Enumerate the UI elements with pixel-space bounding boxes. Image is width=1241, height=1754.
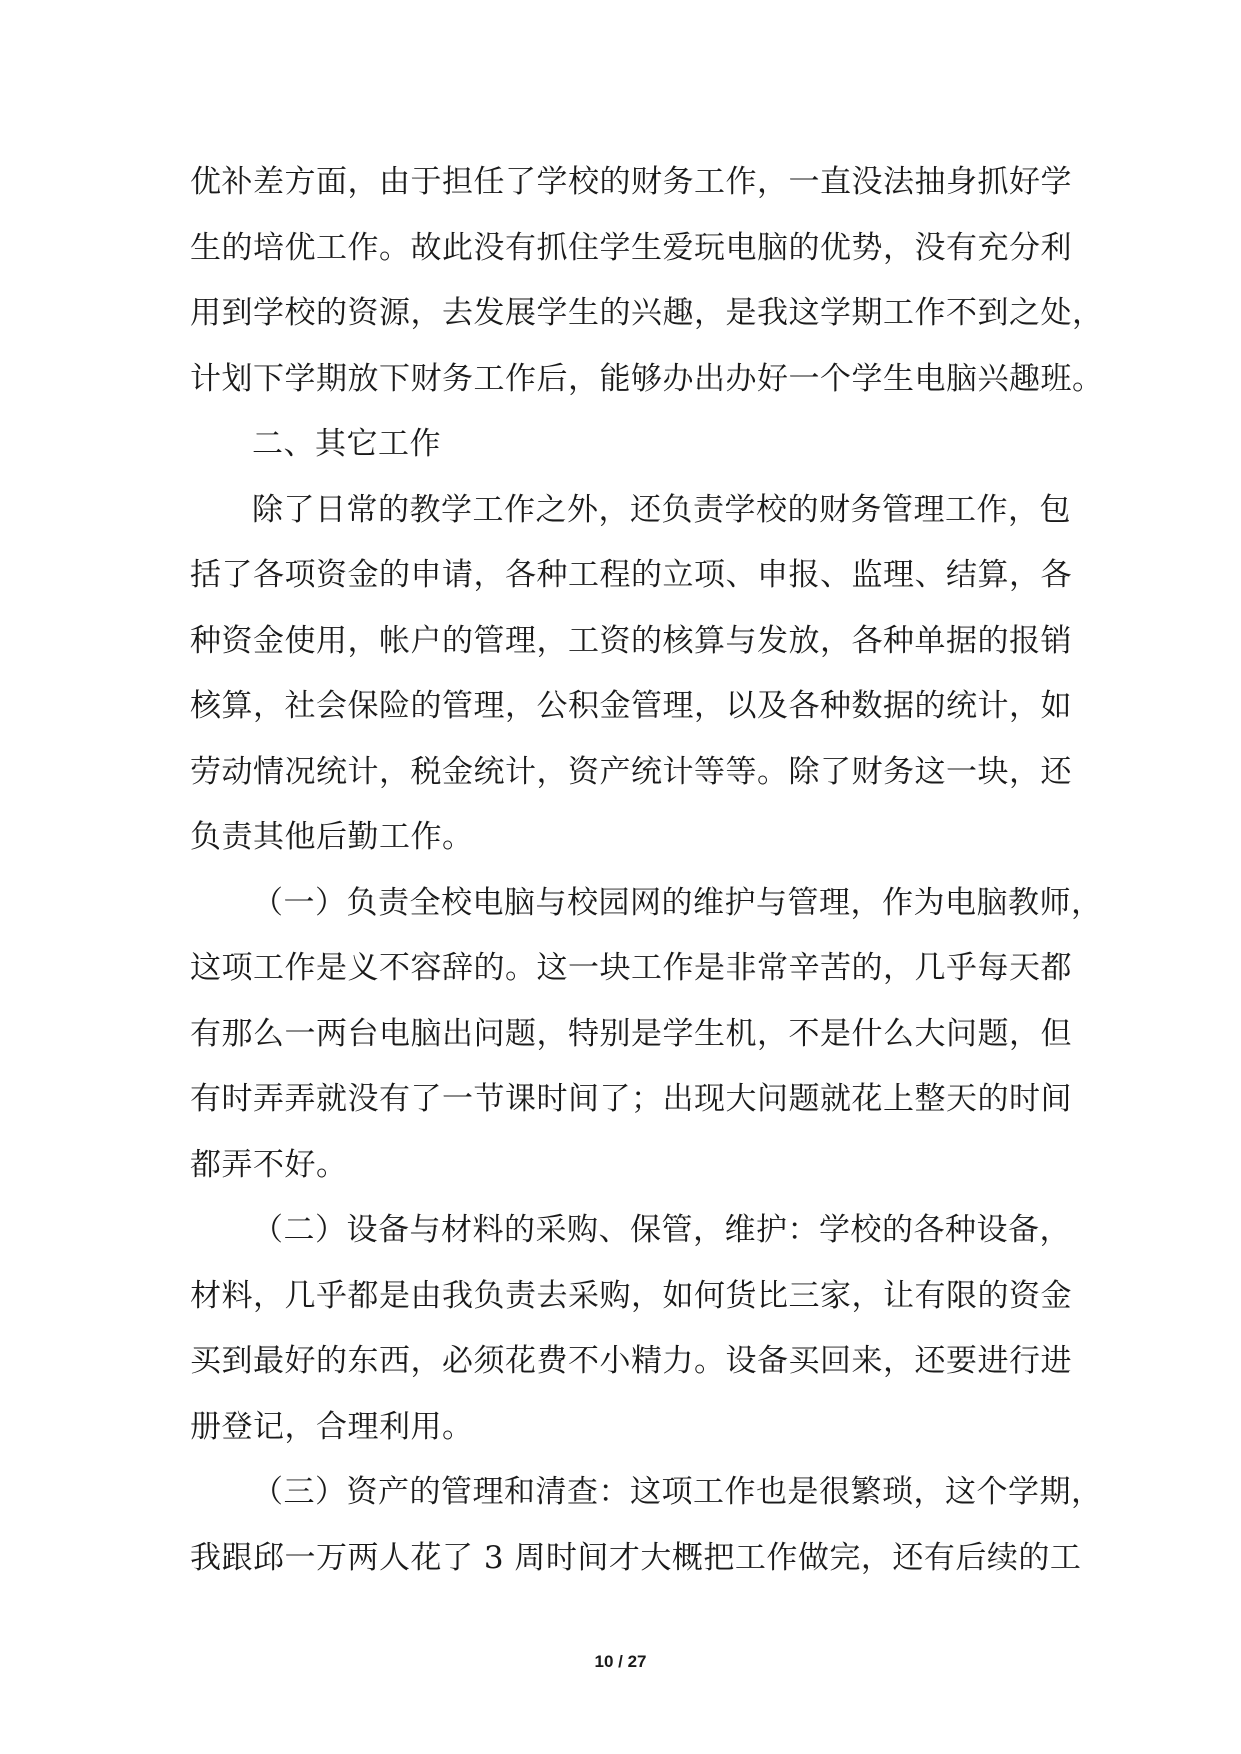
text-line: 我跟邱一万两人花了 3 周时间才大概把工作做完，还有后续的工 (190, 1539, 1082, 1576)
paragraph (190, 1460, 1103, 1591)
text-line: 计划下学期放下财务工作后，能够办出办好一个学生电脑兴趣班。 (190, 360, 1104, 397)
text-line: 优补差方面，由于担任了学校的财务工作，一直没法抽身抓好学 (190, 164, 1072, 200)
text-line: （三）资产的管理和清查：这项工作也是很繁琐，这个学期， (252, 1474, 1103, 1510)
text-line: 这项工作是义不容辞的。这一块工作是非常辛苦的，几乎每天都 (190, 950, 1072, 986)
text-line: 种资金使用，帐户的管理，工资的核算与发放，各种单据的报销 (190, 622, 1072, 659)
text-line: （一）负责全校电脑与校园网的维护与管理，作为电脑教师， (252, 884, 1103, 921)
page-number: 10 / 27 (594, 1652, 647, 1671)
text-line: 除了日常的教学工作之外，还负责学校的财务管理工作，包 (252, 491, 1071, 528)
text-line: 劳动情况统计，税金统计，资产统计等等。除了财务这一块，还 (190, 753, 1072, 790)
paragraph (190, 1198, 1072, 1460)
text-line: 生的培优工作。故此没有抓住学生爱玩电脑的优势，没有充分利 (190, 229, 1072, 266)
document-body (190, 150, 1104, 1591)
text-line: 负责其他后勤工作。 (190, 819, 474, 855)
text-line: 有时弄弄就没有了一节课时间了；出现大问题就花上整天的时间 (190, 1081, 1072, 1117)
heading-text: 二、其它工作 (252, 426, 441, 462)
text-line: 核算，社会保险的管理，公积金管理，以及各种数据的统计，如 (190, 688, 1072, 724)
section-heading (190, 412, 1060, 478)
text-line: 用到学校的资源，去发展学生的兴趣，是我这学期工作不到之处， (190, 295, 1104, 331)
text-line: （二）设备与材料的采购、保管，维护：学校的各种设备， (252, 1212, 1071, 1248)
text-line: 都弄不好。 (190, 1146, 348, 1183)
text-line: 有那么一两台电脑出问题，特别是学生机，不是什么大问题，但 (190, 1015, 1072, 1052)
paragraph (190, 478, 1072, 871)
text-line: 材料，几乎都是由我负责去采购，如何货比三家，让有限的资金 (190, 1277, 1072, 1314)
text-line: 括了各项资金的申请，各种工程的立项、申报、监理、结算，各 (190, 557, 1072, 593)
text-line: 买到最好的东西，必须花费不小精力。设备买回来，还要进行进 (190, 1343, 1072, 1379)
paragraph (190, 150, 1104, 412)
paragraph (190, 871, 1103, 1199)
text-line: 册登记，合理利用。 (190, 1408, 474, 1445)
